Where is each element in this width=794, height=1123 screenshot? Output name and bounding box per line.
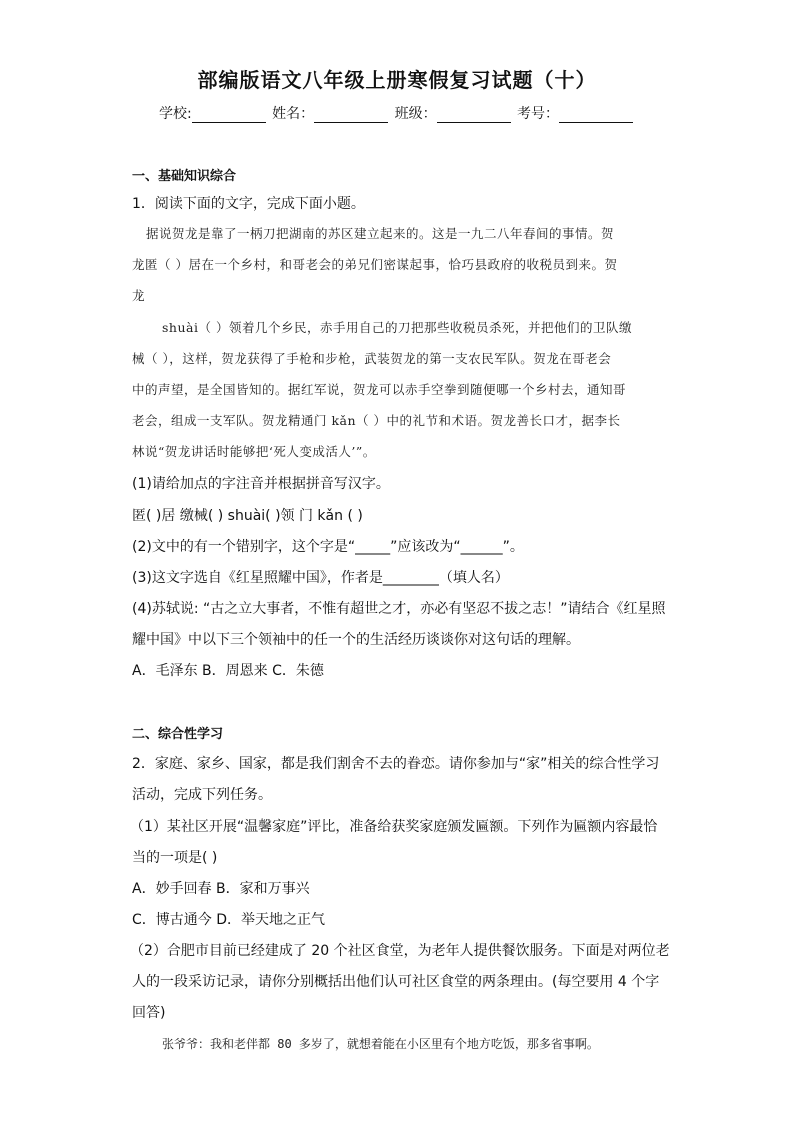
task-2-line1: （2）合肥市目前已经建成了 20 个社区食堂，为老年人提供餐饮服务。下面是对两位老 <box>130 943 670 959</box>
sub-question-1-blanks[interactable]: 匿( )居 缴械( ) shuài( )领 门 kǎn ( ) <box>132 508 363 524</box>
sub-question-4-options[interactable]: A．毛泽东 B．周恩来 C．朱德 <box>132 663 324 679</box>
passage-line: 据说贺龙是靠了一柄刀把湖南的苏区建立起来的。这是一九二八年春间的事情。贺 <box>146 226 615 241</box>
task-1-line1: （1）某社区开展“温馨家庭”评比，准备给获奖家庭颁发匾额。下列作为匾额内容最恰 <box>130 819 658 835</box>
sub-question-4-line2: 耀中国》中以下三个领袖中的任一个的生活经历谈谈你对这句话的理解。 <box>132 632 580 648</box>
passage-line: 械（ ），这样，贺龙获得了手枪和步枪，武装贺龙的第一支农民军队。贺龙在哥老会 <box>132 351 612 366</box>
task-1-options-ab[interactable]: A．妙手回春 B．家和万事兴 <box>132 881 310 897</box>
school-label: 学校: <box>158 106 192 122</box>
sub-question-2: (2)文中的有一个错别字，这个字是“_____”应该改为“______”。 <box>132 539 524 555</box>
sub-question-3: (3)这文字选自《红星照耀中国》，作者是________（填人名） <box>132 570 509 586</box>
sub-question-1: (1)请给加点的字注音并根据拼音写汉字。 <box>132 476 390 492</box>
exam-number-blank[interactable] <box>559 108 633 123</box>
passage-line: 林说“贺龙讲话时能够把‘死人变成活人’”。 <box>132 444 376 459</box>
school-blank[interactable] <box>192 108 266 123</box>
passage-line: 中的声望，是全国皆知的。据红军说，贺龙可以赤手空拳到随便哪一个乡村去，通知哥 <box>132 382 627 397</box>
name-blank[interactable] <box>314 108 388 123</box>
q1-stem: 1．阅读下面的文字，完成下面小题。 <box>132 196 365 212</box>
task-2-line3: 回答) <box>132 1005 166 1021</box>
passage-line: 龙匿（ ）居在一个乡村，和哥老会的弟兄们密谋起事，恰巧县政府的收税员到来。贺 <box>132 257 618 272</box>
page-title: 部编版语文八年级上册寒假复习试题（十） <box>197 68 597 92</box>
interview-zhang: 张爷爷：我和老伴都 80 多岁了，就想着能在小区里有个地方吃饭，那多省事啊。 <box>162 1037 599 1051</box>
section-2-heading: 二、综合性学习 <box>132 727 224 742</box>
task-1-line2: 当的一项是( ) <box>132 850 218 866</box>
task-1-options-cd[interactable]: C．博古通今 D．举天地之正气 <box>132 912 326 928</box>
passage-line: 老会，组成一支军队。贺龙精通门 kǎn（ ）中的礼节和术语。贺龙善长口才，据李长 <box>132 413 621 428</box>
section-1-heading: 一、基础知识综合 <box>132 169 237 184</box>
passage-line: shuài（ ）领着几个乡民，赤手用自己的刀把那些收税员杀死，并把他们的卫队缴 <box>162 320 632 335</box>
name-label: 姓名： <box>272 106 315 122</box>
q2-stem-line2: 活动，完成下列任务。 <box>132 787 272 803</box>
passage-line: 龙 <box>132 288 146 303</box>
exam-number-label: 考号： <box>517 106 560 122</box>
task-2-line2: 人的一段采访记录，请你分别概括出他们认可社区食堂的两条理由。(每空要用 4 个字 <box>132 974 660 990</box>
sub-question-4-line1: (4)苏轼说: “古之立大事者，不惟有超世之才，亦必有坚忍不拔之志！”请结合《红星照 <box>132 601 666 617</box>
q2-stem-line1: 2．家庭、家乡、国家，都是我们割舍不去的眷恋。请你参加与“家”相关的综合性学习 <box>132 756 660 772</box>
class-label: 班级： <box>394 106 437 122</box>
student-info-row <box>0 103 794 123</box>
class-blank[interactable] <box>437 108 511 123</box>
